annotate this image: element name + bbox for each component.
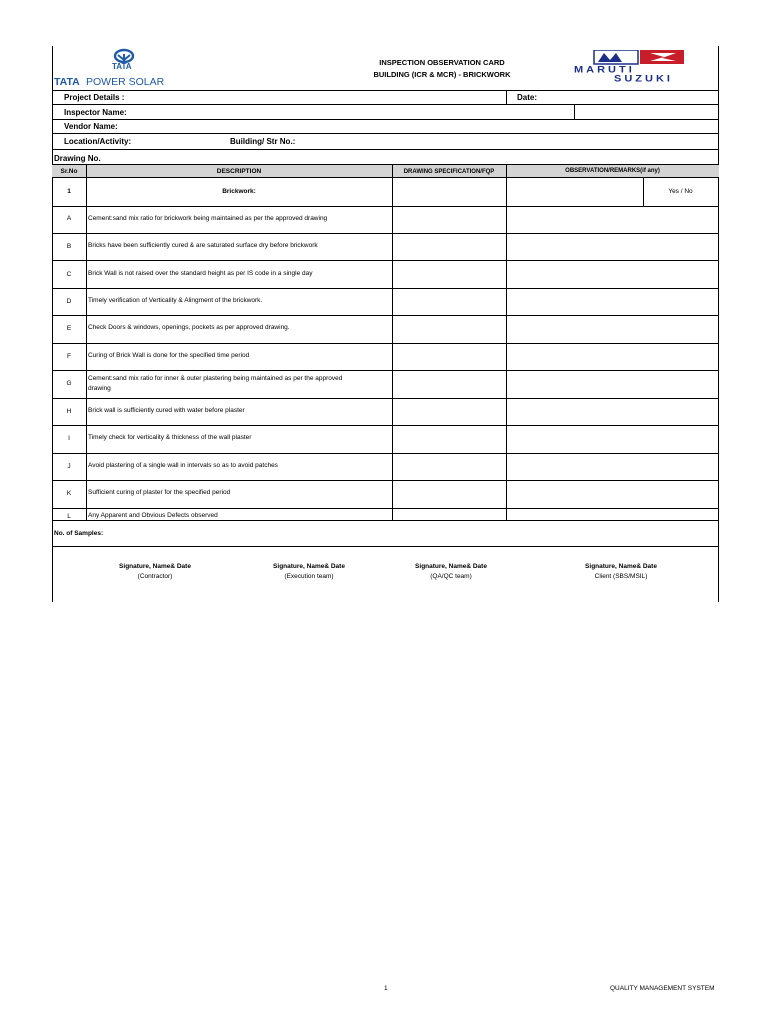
row-description-continued: drawing xyxy=(88,385,111,392)
row-sr: A xyxy=(66,215,72,222)
row-sr: G xyxy=(66,380,72,387)
card-title: INSPECTION OBSERVATION CARD xyxy=(379,58,505,67)
row-description: Curing of Brick Wall is done for the specified time period xyxy=(88,352,250,359)
row-sr: C xyxy=(66,271,72,278)
maruti-text: MARUTI xyxy=(574,64,635,76)
drawing-no-label: Drawing No. xyxy=(54,154,101,163)
date-label: Date: xyxy=(517,93,538,102)
section-yes-no: Yes / No xyxy=(668,188,693,195)
col-observation: OBSERVATION/REMARKS(if any) xyxy=(565,168,660,174)
row-description: Timely verification of Verticality & Alingment of the brickwork. xyxy=(88,297,263,304)
row-description: Timely check for verticality & thickness of the wall plaster xyxy=(88,434,252,441)
row-sr: B xyxy=(66,243,72,250)
row-sr: I xyxy=(68,435,70,442)
section-sr: 1 xyxy=(67,188,71,195)
section-description: Brickwork: xyxy=(222,188,256,195)
row-description: Bricks have been sufficiently cured & are saturated surface dry before brickwork xyxy=(88,242,318,249)
company-brand: TATA xyxy=(54,76,80,88)
building-str-label: Building/ Str No.: xyxy=(230,137,296,146)
row-sr: L xyxy=(67,513,71,520)
row-description: Sufficient curing of plaster for the specified period xyxy=(88,489,231,496)
row-description: Check Doors & windows, openings, pockets as per approved drawing. xyxy=(88,324,290,331)
suzuki-text: SUZUKI xyxy=(614,73,673,85)
row-sr: F xyxy=(67,353,71,360)
signature-title: Signature, Name& Date xyxy=(585,563,657,570)
signature-role: (Contractor) xyxy=(137,573,173,580)
inspection-card xyxy=(52,46,719,602)
project-details-label: Project Details : xyxy=(64,93,125,102)
row-description: Any Apparent and Obvious Defects observed xyxy=(88,512,218,519)
row-sr: E xyxy=(66,325,72,332)
right-border xyxy=(718,46,719,602)
quality-management-system: QUALITY MANAGEMENT SYSTEM xyxy=(610,985,715,992)
vendor-name-label: Vendor Name: xyxy=(64,122,118,131)
card-subtitle: BUILDING (ICR & MCR) - BRICKWORK xyxy=(373,70,511,79)
col-drawing-spec: DRAWING SPECIFICATION/FQP xyxy=(403,169,495,175)
row-description: Avoid plastering of a single wall in intervals so as to avoid patches xyxy=(88,462,278,469)
signature-title: Signature, Name& Date xyxy=(273,563,345,570)
row-description: Brick Wall is not raised over the standard height as per IS code in a single day xyxy=(88,270,313,277)
location-activity-label: Location/Activity: xyxy=(64,137,132,146)
col-sr-no: Sr.No xyxy=(60,168,78,175)
company-name: POWER SOLAR xyxy=(86,76,165,88)
maruti-suzuki-logo xyxy=(574,50,714,86)
row-description: Brick wall is sufficiently cured with water before plaster xyxy=(88,407,245,414)
col-description: DESCRIPTION xyxy=(216,168,262,175)
tata-mark: TATA xyxy=(112,62,132,71)
page-number: 1 xyxy=(384,985,388,992)
row-sr: K xyxy=(66,490,72,497)
row-sr: J xyxy=(67,463,71,470)
signature-title: Signature, Name& Date xyxy=(415,563,487,570)
inspector-name-label: Inspector Name: xyxy=(64,108,127,117)
samples-label: No. of Samples: xyxy=(54,530,104,537)
row-sr: D xyxy=(66,298,72,305)
signature-role: (QA/QC team) xyxy=(430,573,472,580)
signature-role: (Execution team) xyxy=(284,573,334,580)
row-description: Cement:sand mix ratio for inner & outer plastering being maintained as per the approved xyxy=(88,375,343,382)
signature-role: Client (SBS/MSIL) xyxy=(594,573,648,580)
row-sr: H xyxy=(66,408,72,415)
signature-title: Signature, Name& Date xyxy=(119,563,191,570)
tata-power-solar-logo xyxy=(52,46,202,90)
row-description: Cement:sand mix ratio for brickwork being maintained as per the approved drawing xyxy=(88,215,328,222)
